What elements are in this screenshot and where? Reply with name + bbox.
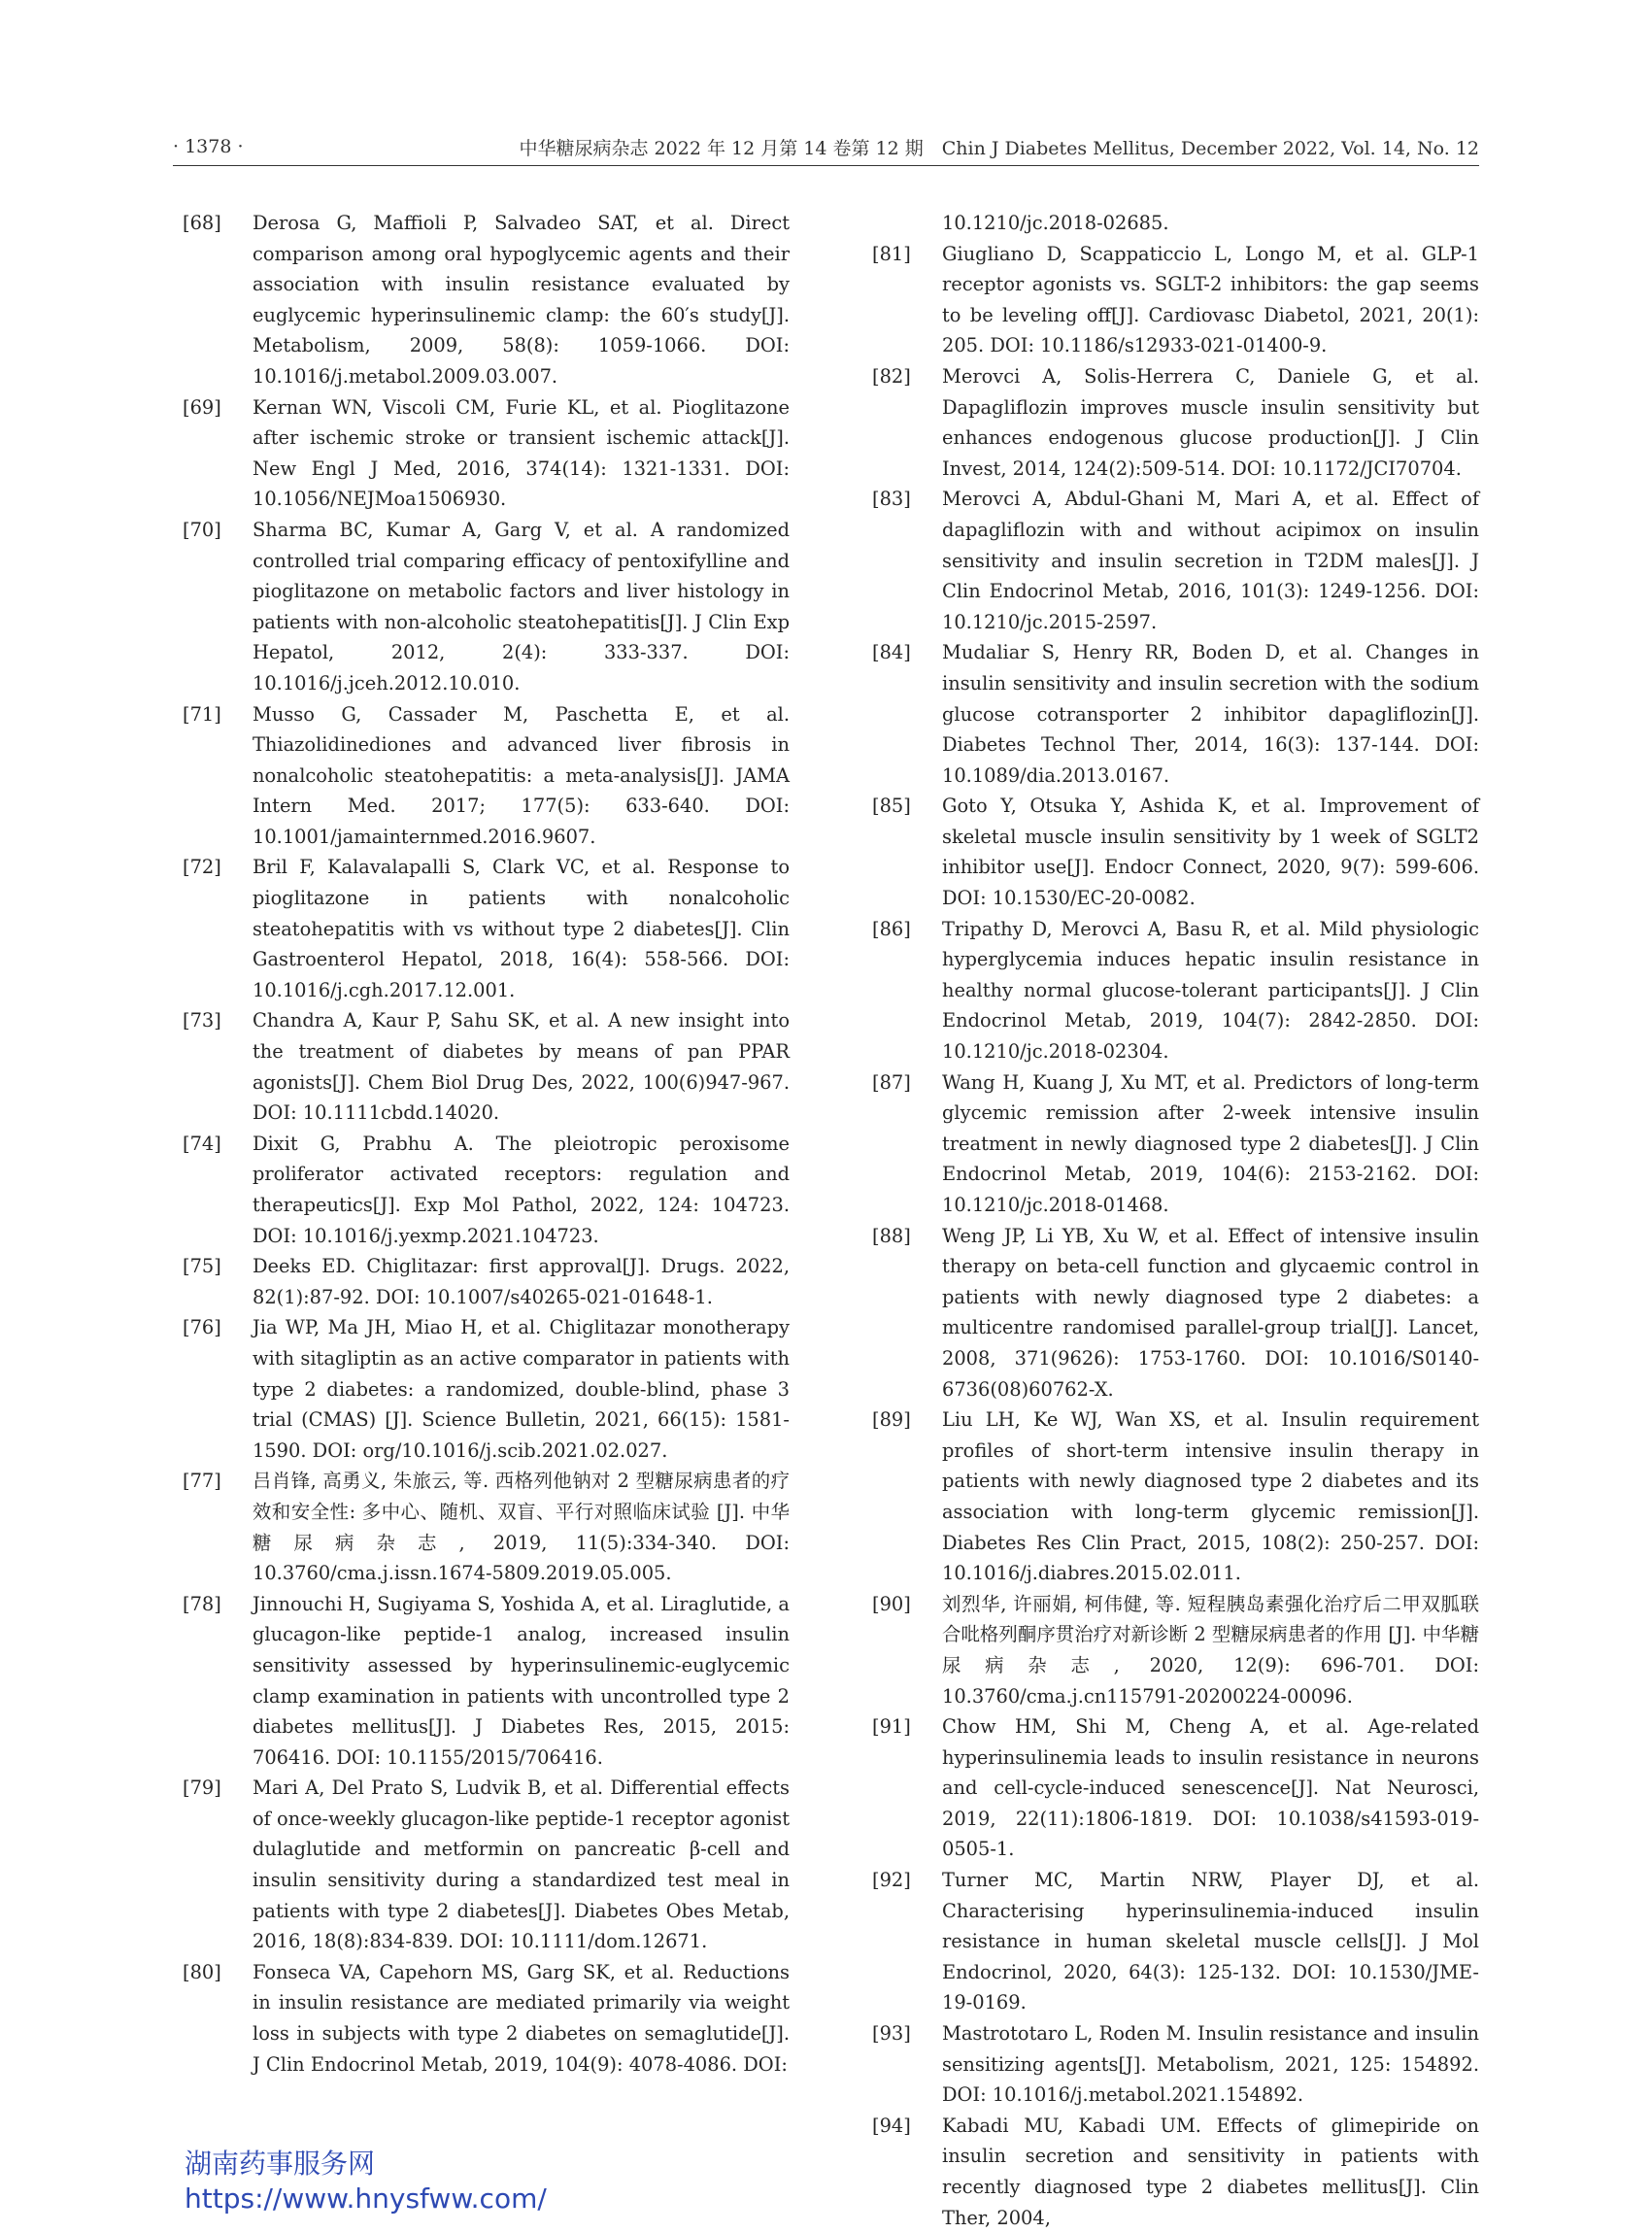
reference-number: [83]: [872, 488, 911, 511]
reference-entry: [183, 1005, 790, 1128]
reference-column-left: [183, 208, 790, 2080]
reference-number: [70]: [183, 518, 221, 541]
reference-text: Merovci A, Abdul-Ghani M, Mari A, et al. Effect of dapagliflozin with and without acipimox on insulin sensitivity and insulin secretion in T2DM males[J]. J Clin Endocrinol Metab, 2016, 101(3): 1249-1256. DOI: 10.1210/jc.2015-2597.: [942, 488, 1479, 633]
reference-number: [90]: [872, 1592, 911, 1615]
reference-number: [89]: [872, 1408, 911, 1432]
reference-number: [72]: [183, 856, 221, 879]
reference-text: Jinnouchi H, Sugiyama S, Yoshida A, et al. Liraglutide, a glucagon-like peptide-1 analog, increased insulin sensitivity assessed by hyperinsulinemic-euglycemic clamp examination in patients with uncontrolled type 2 diabetes mellitus[J]. J Diabetes Res, 2015, 2015: 706416. DOI: 10.1155/2015/706416.: [253, 1592, 790, 1769]
reference-text: Sharma BC, Kumar A, Garg V, et al. A randomized controlled trial comparing efficacy of pentoxifylline and pioglitazone on metabolic factors and liver histology in patients with non-alcoholic steatohepatitis[J]. J Clin Exp Hepatol, 2012, 2(4): 333-337. DOI: 10.1016/j.jceh.2012.10.010.: [253, 518, 790, 694]
reference-number: [87]: [872, 1070, 911, 1094]
reference-number: [82]: [872, 364, 911, 388]
reference-number: [94]: [872, 2114, 911, 2137]
reference-entry: [183, 1773, 790, 1957]
reference-entry: [872, 914, 1479, 1067]
reference-entry: [872, 1711, 1479, 1865]
reference-number: [85]: [872, 795, 911, 818]
reference-text: 刘烈华, 许丽娟, 柯伟健, 等. 短程胰岛素强化治疗后二甲双胍联合吡格列酮序贯治疗对新诊断 2 型糖尿病患者的作用 [J]. 中华糖尿病杂志, 2020, 12(9): 696-701. DOI: 10.3760/cma.j.cn115791-20200224-00096.: [942, 1592, 1479, 1708]
reference-text: Weng JP, Li YB, Xu W, et al. Effect of intensive insulin therapy on beta-cell function and glycaemic control in patients with newly diagnosed type 2 diabetes: a multicentre randomised parallel-group trial[J]. Lancet, 2008, 371(9626): 1753-1760. DOI: 10.1016/S0140-6736(08)60762-X.: [942, 1224, 1479, 1401]
journal-title: 中华糖尿病杂志 2022 年 12 月第 14 卷第 12 期 Chin J Diabetes Mellitus, December 2022, Vol. 14, No. 12: [519, 138, 1479, 159]
reference-number: [76]: [183, 1316, 221, 1339]
reference-text: Merovci A, Solis-Herrera C, Daniele G, et al. Dapagliflozin improves muscle insulin sensitivity but enhances endogenous glucose production[J]. J Clin Invest, 2014, 124(2):509-514. DOI: 10.1172/JCI70704.: [942, 364, 1479, 480]
reference-entry: [872, 791, 1479, 913]
reference-entry: [183, 1957, 790, 2080]
reference-text: Mastrototaro L, Roden M. Insulin resistance and insulin sensitizing agents[J]. Metabolism, 2021, 125: 154892. DOI: 10.1016/j.metabol.2021.154892.: [942, 2022, 1479, 2107]
reference-text: Jia WP, Ma JH, Miao H, et al. Chiglitazar monotherapy with sitagliptin as an active comparator in patients with type 2 diabetes: a randomized, double-blind, phase 3 trial (CMAS) [J]. Science Bulletin, 2021, 66(15): 1581-1590. DOI: org/10.1016/j.scib.2021.02.027.: [253, 1316, 790, 1462]
reference-number: [88]: [872, 1224, 911, 1247]
reference-entry: [183, 208, 790, 392]
reference-number: [91]: [872, 1715, 911, 1739]
reference-entry: [872, 1404, 1479, 1589]
reference-column-right: [872, 208, 1479, 2233]
reference-entry: [872, 361, 1479, 484]
reference-entry: [183, 1312, 790, 1466]
reference-entry: [872, 1067, 1479, 1221]
reference-text: Kabadi MU, Kabadi UM. Effects of glimepiride on insulin secretion and sensitivity in patients with recently diagnosed type 2 diabetes mellitus[J]. Clin Ther, 2004,: [942, 2114, 1479, 2229]
reference-entry: [872, 1865, 1479, 2018]
reference-text: Fonseca VA, Capehorn MS, Garg SK, et al. Reductions in insulin resistance are mediated primarily via weight loss in subjects with type 2 diabetes on semaglutide[J]. J Clin Endocrinol Metab, 2019, 104(9): 4078-4086. DOI:: [253, 1960, 790, 2076]
reference-text: Deeks ED. Chiglitazar: first approval[J]. Drugs. 2022, 82(1):87-92. DOI: 10.1007/s40265-021-01648-1.: [253, 1255, 790, 1308]
reference-text: Dixit G, Prabhu A. The pleiotropic peroxisome proliferator activated receptors: regulation and therapeutics[J]. Exp Mol Pathol, 2022, 124: 104723. DOI: 10.1016/j.yexmp.2021.104723.: [253, 1132, 790, 1247]
running-header: [173, 134, 1479, 166]
reference-text: Bril F, Kalavalapalli S, Clark VC, et al. Response to pioglitazone in patients with nonalcoholic steatohepatitis with vs without type 2 diabetes[J]. Clin Gastroenterol Hepatol, 2018, 16(4): 558-566. DOI: 10.1016/j.cgh.2017.12.001.: [253, 856, 790, 1001]
reference-text: Tripathy D, Merovci A, Basu R, et al. Mild physiologic hyperglycemia induces hepatic insulin resistance in healthy normal glucose-tolerant participants[J]. J Clin Endocrinol Metab, 2019, 104(7): 2842-2850. DOI: 10.1210/jc.2018-02304.: [942, 917, 1479, 1064]
reference-text: Goto Y, Otsuka Y, Ashida K, et al. Improvement of skeletal muscle insulin sensitivity by 1 week of SGLT2 inhibitor use[J]. Endocr Connect, 2020, 9(7): 599-606. DOI: 10.1530/EC-20-0082.: [942, 795, 1479, 910]
reference-text: Liu LH, Ke WJ, Wan XS, et al. Insulin requirement profiles of short-term intensive insulin therapy in patients with newly diagnosed type 2 diabetes and its association with long-term glycemic remission[J]. Diabetes Res Clin Pract, 2015, 108(2): 250-257. DOI: 10.1016/j.diabres.2015.02.011.: [942, 1408, 1479, 1585]
reference-text: Chandra A, Kaur P, Sahu SK, et al. A new insight into the treatment of diabetes by means of pan PPAR agonists[J]. Chem Biol Drug Des, 2022, 100(6)947-967. DOI: 10.1111cbdd.14020.: [253, 1009, 790, 1125]
reference-text: Chow HM, Shi M, Cheng A, et al. Age-related hyperinsulinemia leads to insulin resistance in neurons and cell-cycle-induced senescence[J]. Nat Neurosci, 2019, 22(11):1806-1819. DOI: 10.1038/s41593-019-0505-1.: [942, 1715, 1479, 1861]
reference-entry: [872, 239, 1479, 361]
reference-text: Derosa G, Maffioli P, Salvadeo SAT, et al. Direct comparison among oral hypoglycemic agents and their association with insulin resistance evaluated by euglycemic hyperinsulinemic clamp: the 60′s study[J]. Metabolism, 2009, 58(8): 1059-1066. DOI: 10.1016/j.metabol.2009.03.007.: [253, 212, 790, 388]
reference-entry: [872, 484, 1479, 637]
reference-entry: [872, 1221, 1479, 1405]
reference-number: [86]: [872, 917, 911, 940]
reference-number: [75]: [183, 1255, 221, 1278]
reference-number: [84]: [872, 641, 911, 664]
watermark-footer: [185, 2147, 547, 2216]
reference-number: [71]: [183, 702, 221, 726]
reference-entry: [183, 1251, 790, 1312]
reference-entry: [872, 1589, 1479, 1711]
reference-number: [78]: [183, 1592, 221, 1615]
reference-text: Musso G, Cassader M, Paschetta E, et al. Thiazolidinediones and advanced liver fibrosis in nonalcoholic steatohepatitis: a meta-analysis[J]. JAMA Intern Med. 2017; 177(5): 633-640. DOI: 10.1001/jamainternmed.2016.9607.: [253, 702, 790, 848]
reference-text: Wang H, Kuang J, Xu MT, et al. Predictors of long-term glycemic remission after 2-week intensive insulin treatment in newly diagnosed type 2 diabetes[J]. J Clin Endocrinol Metab, 2019, 104(6): 2153-2162. DOI: 10.1210/jc.2018-01468.: [942, 1070, 1479, 1216]
reference-entry: [183, 392, 790, 515]
reference-number: [77]: [183, 1470, 221, 1493]
reference-text: Mudaliar S, Henry RR, Boden D, et al. Changes in insulin sensitivity and insulin secretion with the sodium glucose cotransporter 2 inhibitor dapagliflozin[J]. Diabetes Technol Ther, 2014, 16(3): 137-144. DOI: 10.1089/dia.2013.0167.: [942, 641, 1479, 787]
reference-number: [79]: [183, 1776, 221, 1800]
reference-entry: [183, 515, 790, 699]
reference-text: Giugliano D, Scappaticcio L, Longo M, et al. GLP-1 receptor agonists vs. SGLT-2 inhibitors: the gap seems to be leveling off[J]. Cardiovasc Diabetol, 2021, 20(1): 205. DOI: 10.1186/s12933-021-01400-9.: [942, 242, 1479, 357]
page-number: · 1378 ·: [173, 136, 244, 157]
reference-entry: [183, 1589, 790, 1774]
reference-text: 吕肖锋, 高勇义, 朱旅云, 等. 西格列他钠对 2 型糖尿病患者的疗效和安全性: 多中心、随机、双盲、平行对照临床试验 [J]. 中华糖尿病杂志, 2019, 11(5):334-340. DOI: 10.3760/cma.j.issn.1674-5809.2019.05.005.: [253, 1470, 790, 1585]
reference-entry: [183, 699, 790, 853]
reference-entry: [872, 2111, 1479, 2233]
reference-entry: [872, 2018, 1479, 2111]
site-name: 湖南药事服务网: [185, 2148, 376, 2180]
reference-number: [92]: [872, 1869, 911, 1892]
reference-number: [69]: [183, 395, 221, 419]
reference-entry: [183, 1466, 790, 1588]
reference-text: Turner MC, Martin NRW, Player DJ, et al. Characterising hyperinsulinemia-induced insulin resistance in human skeletal muscle cells[J]. J Mol Endocrinol, 2020, 64(3): 125-132. DOI: 10.1530/JME-19-0169.: [942, 1869, 1479, 2014]
reference-text: 10.1210/jc.2018-02685.: [942, 212, 1169, 234]
reference-number: [93]: [872, 2022, 911, 2046]
reference-entry: [183, 852, 790, 1005]
reference-text: Mari A, Del Prato S, Ludvik B, et al. Differential effects of once-weekly glucagon-like peptide-1 receptor agonist dulaglutide and metformin on pancreatic β-cell and insulin sensitivity during a standardized test meal in patients with type 2 diabetes[J]. Diabetes Obes Metab, 2016, 18(8):834-839. DOI: 10.1111/dom.12671.: [253, 1776, 790, 1953]
reference-entry: [183, 1129, 790, 1251]
reference-entry: [872, 637, 1479, 791]
reference-number: [68]: [183, 212, 221, 234]
reference-entry: [872, 208, 1479, 239]
reference-number: [81]: [872, 242, 911, 265]
reference-text: Kernan WN, Viscoli CM, Furie KL, et al. Pioglitazone after ischemic stroke or transient ischemic attack[J]. New Engl J Med, 2016, 374(14): 1321-1331. DOI: 10.1056/NEJMoa1506930.: [253, 395, 790, 511]
site-url-link[interactable]: https://www.hnysfww.com/: [185, 2182, 547, 2215]
reference-number: [74]: [183, 1132, 221, 1155]
reference-number: [73]: [183, 1009, 221, 1032]
reference-number: [80]: [183, 1960, 221, 1983]
